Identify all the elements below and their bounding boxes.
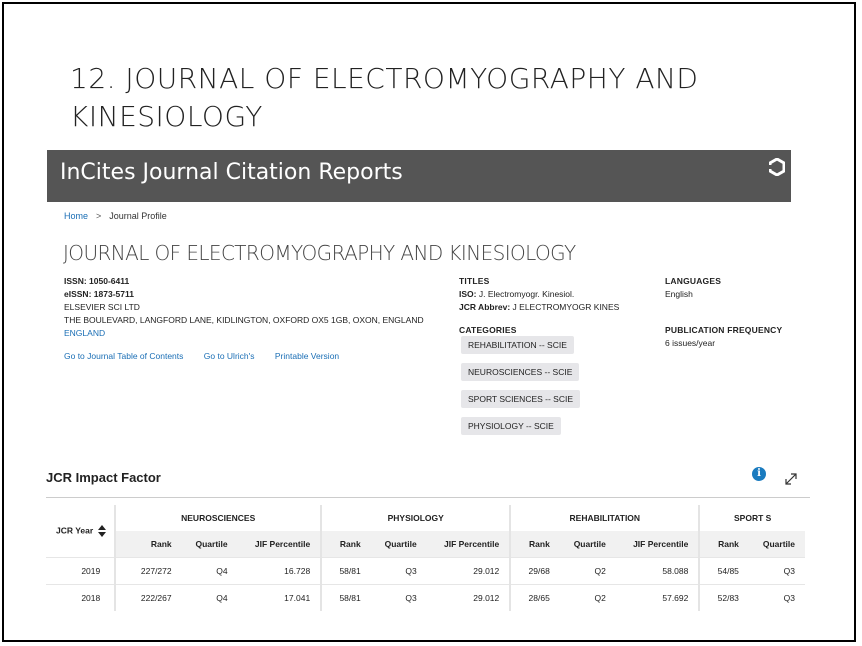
col-jif-percentile[interactable]: JIF Percentile [238, 531, 322, 558]
abbrev-label: JCR Abbrev: [459, 302, 511, 312]
impact-factor-title: JCR Impact Factor [46, 470, 161, 485]
ulrichs-link[interactable]: Go to Ulrich's [203, 351, 255, 361]
group-header-sport-sciences: SPORT S [699, 505, 805, 531]
group-header-rehabilitation: REHABILITATION [510, 505, 699, 531]
category-chip[interactable]: SPORT SCIENCES -- SCIE [461, 390, 580, 408]
category-chip[interactable]: NEUROSCIENCES -- SCIE [461, 363, 579, 381]
col-rank[interactable]: Rank [115, 531, 181, 558]
table-cell: 52/83 [699, 585, 749, 612]
table-cell: Q2 [560, 558, 616, 585]
year-cell: 2018 [46, 585, 115, 612]
frequency-value: 6 issues/year [665, 338, 716, 348]
publisher: ELSEVIER SCI LTD [64, 302, 140, 312]
group-header-physiology: PHYSIOLOGY [321, 505, 510, 531]
table-cell: 29/68 [510, 558, 560, 585]
languages-header: LANGUAGES [665, 276, 722, 286]
journal-title: JOURNAL OF ELECTROMYOGRAPHY AND KINESIOLOGY [63, 241, 576, 265]
toc-link[interactable]: Go to Journal Table of Contents [64, 351, 184, 361]
table-cell: Q2 [560, 585, 616, 612]
impact-factor-table [46, 505, 805, 611]
eissn-value: 1873-5711 [93, 289, 134, 299]
table-cell: 227/272 [115, 558, 181, 585]
table-cell: Q3 [371, 558, 427, 585]
publisher-country: ENGLAND [64, 328, 106, 338]
category-chip[interactable]: REHABILITATION -- SCIE [461, 336, 574, 354]
journal-info [64, 275, 424, 340]
banner-title: InCites Journal Citation Reports [60, 160, 403, 185]
table-cell: Q3 [371, 585, 427, 612]
table-cell: 16.728 [238, 558, 322, 585]
jcr-year-label: JCR Year [56, 525, 94, 536]
iso-label: ISO: [459, 289, 477, 299]
table-cell: 28/65 [510, 585, 560, 612]
eissn-label: eISSN: [64, 289, 92, 299]
col-quartile[interactable]: Quartile [560, 531, 616, 558]
col-quartile[interactable]: Quartile [182, 531, 238, 558]
col-rank[interactable]: Rank [321, 531, 371, 558]
table-row [46, 585, 805, 612]
sort-icon[interactable] [98, 525, 106, 537]
col-jif-percentile[interactable]: JIF Percentile [616, 531, 700, 558]
group-header-neurosciences: NEUROSCIENCES [115, 505, 321, 531]
category-chip[interactable]: PHYSIOLOGY -- SCIE [461, 417, 561, 435]
breadcrumb-separator: > [96, 211, 102, 221]
journal-links [64, 351, 357, 361]
table-cell: 58.088 [616, 558, 700, 585]
expand-icon[interactable] [784, 472, 798, 486]
abbrev-value: J ELECTROMYOGR KINES [512, 302, 620, 312]
jcr-banner [47, 150, 791, 202]
titles-header: TITLES [459, 276, 490, 286]
table-cell: 17.041 [238, 585, 322, 612]
table-cell: 58/81 [321, 585, 371, 612]
table-cell: Q4 [182, 585, 238, 612]
issn-label: ISSN: [64, 276, 87, 286]
breadcrumb-current: Journal Profile [109, 211, 167, 221]
breadcrumb [64, 211, 167, 221]
printable-version-link[interactable]: Printable Version [274, 351, 340, 361]
languages-section [665, 275, 782, 350]
iso-value: J. Electromyogr. Kinesiol. [478, 289, 575, 299]
table-cell: 29.012 [427, 558, 511, 585]
section-divider [46, 497, 810, 498]
table-cell: 222/267 [115, 585, 181, 612]
info-icon[interactable]: i [752, 467, 766, 481]
col-rank[interactable]: Rank [510, 531, 560, 558]
slide-title [70, 60, 790, 136]
year-cell: 2019 [46, 558, 115, 585]
table-cell: 58/81 [321, 558, 371, 585]
publisher-address: THE BOULEVARD, LANGFORD LANE, KIDLINGTON, OXFORD OX5 1GB, OXON, ENGLAND [64, 315, 424, 325]
categories-header: CATEGORIES [459, 325, 517, 335]
table-cell: 54/85 [699, 558, 749, 585]
col-rank[interactable]: Rank [699, 531, 749, 558]
col-quartile[interactable]: Quartile [749, 531, 805, 558]
clarivate-logo-icon[interactable] [769, 158, 785, 176]
table-cell: Q4 [182, 558, 238, 585]
table-cell: Q3 [749, 558, 805, 585]
col-quartile[interactable]: Quartile [371, 531, 427, 558]
categories-list [461, 336, 580, 444]
issn-value: 1050-6411 [89, 276, 130, 286]
slide-title-line2: KINESIOLOGY [70, 100, 263, 133]
slide-title-line1: 12. JOURNAL OF ELECTROMYOGRAPHY AND [70, 62, 699, 95]
breadcrumb-home[interactable]: Home [64, 211, 89, 221]
jcr-year-header[interactable] [46, 505, 115, 558]
frequency-header: PUBLICATION FREQUENCY [665, 325, 783, 335]
titles-section [459, 275, 619, 337]
col-jif-percentile[interactable]: JIF Percentile [427, 531, 511, 558]
table-cell: 57.692 [616, 585, 700, 612]
table-cell: 29.012 [427, 585, 511, 612]
languages-value: English [665, 289, 693, 299]
table-row [46, 558, 805, 585]
table-cell: Q3 [749, 585, 805, 612]
